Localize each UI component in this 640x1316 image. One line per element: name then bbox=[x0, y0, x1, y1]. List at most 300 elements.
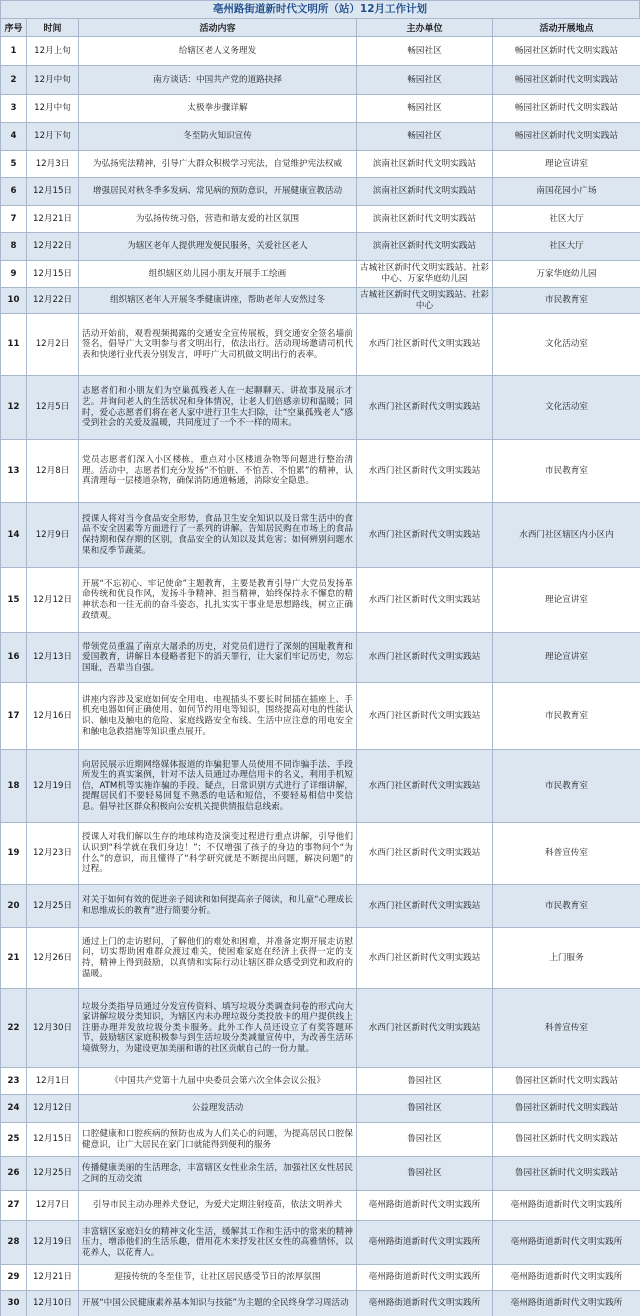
cell-organizer bbox=[357, 633, 493, 683]
cell-index-text: 4 bbox=[10, 131, 17, 142]
cell-location bbox=[493, 1068, 640, 1095]
cell-organizer-text: 滨南社区新时代文明实践站 bbox=[372, 241, 477, 252]
cell-location bbox=[493, 503, 640, 568]
cell-organizer bbox=[357, 885, 493, 928]
cell-location bbox=[493, 1221, 640, 1265]
cell-content bbox=[79, 206, 357, 233]
cell-organizer bbox=[357, 1095, 493, 1123]
cell-organizer bbox=[357, 314, 493, 376]
cell-index-text: 26 bbox=[7, 1168, 20, 1179]
cell-index bbox=[1, 95, 27, 123]
cell-index-text: 11 bbox=[7, 339, 20, 350]
cell-time bbox=[27, 314, 79, 376]
cell-organizer-text: 水西门社区新时代文明实践站 bbox=[368, 952, 481, 963]
cell-organizer-text: 鲁园社区 bbox=[407, 1168, 442, 1179]
table-row bbox=[1, 1191, 640, 1221]
cell-index-text: 24 bbox=[7, 1103, 20, 1114]
cell-content-text: 活动开始前，观看视频揭露的交通安全宣传展板，到交通安全签名墙前签名，倡导广大文明参与者文明出行，依法出行。活动现场邀请司机代表和快递行业代表分别发言，呼吁广大司机做文明出行的表率。 bbox=[82, 328, 353, 360]
cell-content bbox=[79, 1123, 357, 1157]
cell-location-text: 鲁园社区新时代文明实践站 bbox=[514, 1075, 619, 1086]
cell-content-text: 太极拳步骤详解 bbox=[187, 103, 248, 114]
table-row bbox=[1, 823, 640, 885]
cell-content-text: 组织辖区老年人开展冬季健康讲座，帮助老年人安然过冬 bbox=[110, 295, 325, 306]
cell-time-text: 12月12日 bbox=[32, 594, 73, 605]
table-row bbox=[1, 376, 640, 440]
cell-time bbox=[27, 503, 79, 568]
cell-index-text: 5 bbox=[10, 158, 17, 169]
cell-time-text: 12月21日 bbox=[32, 213, 73, 224]
cell-index-text: 27 bbox=[7, 1200, 20, 1211]
table-header-row bbox=[1, 19, 640, 37]
cell-index bbox=[1, 376, 27, 440]
cell-time-text: 12月10日 bbox=[32, 1298, 73, 1309]
cell-organizer bbox=[357, 1265, 493, 1291]
cell-index-text: 7 bbox=[10, 213, 17, 224]
cell-location bbox=[493, 1123, 640, 1157]
cell-content bbox=[79, 750, 357, 823]
cell-index bbox=[1, 178, 27, 206]
cell-index-text: 30 bbox=[7, 1298, 20, 1309]
cell-organizer bbox=[357, 568, 493, 633]
cell-time bbox=[27, 261, 79, 288]
cell-organizer bbox=[357, 750, 493, 823]
cell-content bbox=[79, 1291, 357, 1316]
cell-time-text: 12月9日 bbox=[35, 529, 70, 540]
cell-location-text: 社区大厅 bbox=[549, 241, 584, 252]
cell-organizer bbox=[357, 288, 493, 314]
header-content: 活动内容 bbox=[79, 19, 357, 37]
cell-content-text: 志愿者们和小朋友们为空巢孤残老人在一起聊聊天、讲故事及展示才艺。并询问老人的生活状况和身体情况，让老人们倍感亲切和温暖；同时，爱心志愿者们将在老人家中进行卫生大扫除，让“空巢孤残老人”感受到社会的关爱及温暖，共同度过了一个不一样的周末。 bbox=[82, 386, 353, 429]
cell-time-text: 12月19日 bbox=[32, 1237, 73, 1248]
table-row bbox=[1, 123, 640, 151]
cell-time bbox=[27, 376, 79, 440]
cell-time-text: 12月15日 bbox=[32, 268, 73, 279]
cell-time-text: 12月3日 bbox=[35, 158, 70, 169]
cell-index-text: 6 bbox=[10, 186, 17, 197]
cell-content-text: 讲座内容涉及家庭如何安全用电、电视插头不要长时间插在插座上、手机充电器如何正确使用、如何节约用电等知识，围绕提高对电的性能认识、触电及触电的危险、家庭线路安全布线、生活中应注意的用电安全和触电急救措施等知识重点展开。 bbox=[82, 694, 353, 737]
cell-location bbox=[493, 37, 640, 66]
cell-time-text: 12月中旬 bbox=[34, 74, 71, 85]
cell-organizer bbox=[357, 261, 493, 288]
cell-content-text: 迎接传统的冬至佳节，让社区居民感受节日的浓厚氛围 bbox=[114, 1272, 321, 1283]
cell-index-text: 3 bbox=[10, 103, 17, 114]
cell-organizer bbox=[357, 503, 493, 568]
cell-index bbox=[1, 151, 27, 178]
cell-time bbox=[27, 823, 79, 885]
cell-content-text: 给辖区老人义务理发 bbox=[178, 45, 257, 56]
cell-index-text: 20 bbox=[7, 900, 20, 911]
cell-time bbox=[27, 233, 79, 261]
cell-time bbox=[27, 95, 79, 123]
cell-organizer-text: 畅园社区 bbox=[407, 45, 442, 56]
cell-organizer bbox=[357, 1191, 493, 1221]
cell-organizer-text: 滨南社区新时代文明实践站 bbox=[372, 186, 477, 197]
cell-time bbox=[27, 1068, 79, 1095]
table-row bbox=[1, 928, 640, 989]
cell-location-text: 科普宣传室 bbox=[545, 1022, 588, 1033]
cell-index-text: 15 bbox=[7, 594, 20, 605]
cell-content bbox=[79, 66, 357, 95]
cell-index-text: 18 bbox=[7, 780, 20, 791]
cell-organizer-text: 水西门社区新时代文明实践站 bbox=[368, 900, 481, 911]
cell-content bbox=[79, 885, 357, 928]
cell-index bbox=[1, 1123, 27, 1157]
table-row bbox=[1, 151, 640, 178]
cell-location bbox=[493, 1095, 640, 1123]
cell-content-text: 带领党员重温了南京大屠杀的历史，对党员们进行了深刻的国耻教育和爱国教育，讲解日本侵略者犯下的滔天罪行，让大家们牢记历史，勿忘国耻，吾辈当自强。 bbox=[82, 641, 353, 673]
cell-time-text: 12月5日 bbox=[35, 402, 70, 413]
cell-content bbox=[79, 1095, 357, 1123]
cell-content bbox=[79, 928, 357, 989]
table-row bbox=[1, 568, 640, 633]
cell-organizer bbox=[357, 376, 493, 440]
cell-location bbox=[493, 1191, 640, 1221]
cell-content bbox=[79, 37, 357, 66]
cell-time-text: 12月中旬 bbox=[34, 103, 71, 114]
cell-time bbox=[27, 683, 79, 750]
cell-organizer bbox=[357, 683, 493, 750]
cell-location-text: 理论宣讲室 bbox=[545, 652, 588, 663]
cell-index bbox=[1, 1095, 27, 1123]
cell-index bbox=[1, 440, 27, 503]
cell-content-text: 垃圾分类指导员通过分发宣传资料、填写垃圾分类调查问卷的形式向大家讲解垃圾分类知识，为辖区内未办理垃圾分类投放卡的用户提供线上注册办理并发放垃圾分类卡服务。此外工作人员还设立了有奖答题环节，鼓励辖区家庭积极参与到生活垃圾分类减量宣传中，为改善生活环境做努力，为建设更加美丽和谐的社区贡献自己的一份力量。 bbox=[82, 1001, 353, 1054]
cell-organizer-text: 滨南社区新时代文明实践站 bbox=[372, 213, 477, 224]
cell-index bbox=[1, 1068, 27, 1095]
cell-location-text: 万家华庭幼儿园 bbox=[536, 268, 597, 279]
cell-index bbox=[1, 288, 27, 314]
cell-content-text: 引导市民主动办理养犬登记，为爱犬定期注射疫苗，依法文明养犬 bbox=[92, 1200, 343, 1211]
cell-content-text: 对关于如何有效的促进亲子阅读和如何提高亲子阅读，和儿童“心理成长和思维成长的教育”进行简要分析。 bbox=[82, 895, 353, 916]
cell-location-text: 市民教育室 bbox=[545, 295, 588, 306]
cell-location bbox=[493, 288, 640, 314]
cell-content bbox=[79, 1068, 357, 1095]
cell-location bbox=[493, 123, 640, 151]
table-row bbox=[1, 288, 640, 314]
header-location: 活动开展地点 bbox=[493, 19, 640, 37]
cell-location bbox=[493, 233, 640, 261]
cell-organizer bbox=[357, 1123, 493, 1157]
cell-location bbox=[493, 928, 640, 989]
cell-index bbox=[1, 206, 27, 233]
table-row bbox=[1, 885, 640, 928]
cell-location-text: 文化活动室 bbox=[545, 339, 588, 350]
cell-location bbox=[493, 989, 640, 1068]
table-row bbox=[1, 1265, 640, 1291]
cell-location bbox=[493, 885, 640, 928]
cell-content bbox=[79, 314, 357, 376]
cell-content-text: 为辖区老年人提供理发便民服务，关爱社区老人 bbox=[127, 241, 308, 252]
cell-content-text: 公益理发活动 bbox=[191, 1103, 244, 1114]
cell-location bbox=[493, 823, 640, 885]
cell-time-text: 12月26日 bbox=[32, 952, 73, 963]
cell-time-text: 12月上旬 bbox=[34, 45, 71, 56]
table-row bbox=[1, 503, 640, 568]
cell-time-text: 12月1日 bbox=[35, 1075, 70, 1086]
cell-time-text: 12月21日 bbox=[32, 1272, 73, 1283]
cell-index bbox=[1, 823, 27, 885]
cell-time bbox=[27, 989, 79, 1068]
cell-organizer-text: 水西门社区新时代文明实践站 bbox=[368, 848, 481, 859]
cell-index bbox=[1, 1221, 27, 1265]
cell-time bbox=[27, 750, 79, 823]
cell-location-text: 社区大厅 bbox=[549, 213, 584, 224]
cell-content-text: 为弘扬宪法精神，引导广大群众积极学习宪法，自觉维护宪法权威 bbox=[92, 158, 343, 169]
cell-index bbox=[1, 989, 27, 1068]
cell-organizer-text: 亳州路街道新时代文明实践所 bbox=[368, 1237, 481, 1248]
cell-time bbox=[27, 123, 79, 151]
cell-organizer-text: 滨南社区新时代文明实践站 bbox=[372, 158, 477, 169]
cell-time-text: 12月8日 bbox=[35, 465, 70, 476]
table-row bbox=[1, 37, 640, 66]
cell-index bbox=[1, 1291, 27, 1316]
cell-time-text: 12月25日 bbox=[32, 900, 73, 911]
cell-organizer bbox=[357, 37, 493, 66]
cell-organizer bbox=[357, 123, 493, 151]
table-row bbox=[1, 95, 640, 123]
cell-index-text: 29 bbox=[7, 1272, 20, 1283]
cell-location bbox=[493, 1157, 640, 1191]
cell-time-text: 12月15日 bbox=[32, 1134, 73, 1145]
cell-organizer-text: 水西门社区新时代文明实践站 bbox=[368, 465, 481, 476]
cell-organizer-text: 古城社区新时代文明实践站、社彩中心、万家华庭幼儿园 bbox=[360, 263, 489, 284]
cell-time-text: 12月7日 bbox=[35, 1200, 70, 1211]
cell-content bbox=[79, 1191, 357, 1221]
cell-content-text: 为弘扬传统习俗，营造和谐友爱的社区氛围 bbox=[135, 213, 300, 224]
cell-location-text: 科普宣传室 bbox=[545, 848, 588, 859]
cell-organizer-text: 水西门社区新时代文明实践站 bbox=[368, 402, 481, 413]
cell-content-text: 向居民展示近期网络媒体报道的诈骗犯罪人员使用不同诈骗手法、手段所发生的真实案例，针对不法人员通过办理信用卡的名义，利用手机短信，ATM机等实施诈骗的手段、疑点，日常识别方式进行了详细讲解，提醒居民们不要轻易回复不熟悉的电话和短信，不要轻易相信中奖信息。倡导社区群众积极向公安机关提供情报信息线索。 bbox=[82, 759, 353, 812]
table-row bbox=[1, 633, 640, 683]
cell-index-text: 8 bbox=[10, 241, 17, 252]
cell-content bbox=[79, 568, 357, 633]
table-body bbox=[1, 37, 640, 1316]
cell-organizer-text: 鲁园社区 bbox=[407, 1134, 442, 1145]
cell-time-text: 12月13日 bbox=[32, 652, 73, 663]
cell-index-text: 25 bbox=[7, 1134, 20, 1145]
cell-time bbox=[27, 1123, 79, 1157]
cell-content bbox=[79, 261, 357, 288]
cell-organizer bbox=[357, 66, 493, 95]
table-row bbox=[1, 233, 640, 261]
cell-time bbox=[27, 1157, 79, 1191]
cell-location bbox=[493, 95, 640, 123]
table-row bbox=[1, 1157, 640, 1191]
table-row bbox=[1, 1291, 640, 1316]
cell-content bbox=[79, 823, 357, 885]
table-row bbox=[1, 178, 640, 206]
cell-content bbox=[79, 123, 357, 151]
cell-index bbox=[1, 885, 27, 928]
cell-time bbox=[27, 1095, 79, 1123]
cell-index-text: 17 bbox=[7, 710, 20, 721]
cell-content-text: 冬至防火知识宣传 bbox=[183, 131, 252, 142]
cell-index-text: 12 bbox=[7, 402, 20, 413]
cell-organizer-text: 水西门社区新时代文明实践站 bbox=[368, 710, 481, 721]
cell-location-text: 理论宣讲室 bbox=[545, 158, 588, 169]
cell-location-text: 亳州路街道新时代文明实践所 bbox=[510, 1237, 623, 1248]
cell-location bbox=[493, 206, 640, 233]
cell-organizer-text: 水西门社区新时代文明实践站 bbox=[368, 594, 481, 605]
cell-content bbox=[79, 1265, 357, 1291]
cell-organizer bbox=[357, 989, 493, 1068]
cell-time bbox=[27, 206, 79, 233]
cell-content-text: 开展“中国公民健康素养基本知识与技能”为主题的全民终身学习周活动 bbox=[82, 1298, 349, 1309]
cell-location-text: 文化活动室 bbox=[545, 402, 588, 413]
cell-index-text: 13 bbox=[7, 465, 20, 476]
cell-index bbox=[1, 750, 27, 823]
table-row bbox=[1, 314, 640, 376]
cell-index bbox=[1, 314, 27, 376]
cell-index bbox=[1, 66, 27, 95]
cell-location bbox=[493, 633, 640, 683]
header-time: 时间 bbox=[27, 19, 79, 37]
cell-time bbox=[27, 633, 79, 683]
cell-location-text: 南国花园小广场 bbox=[536, 186, 597, 197]
cell-time-text: 12月22日 bbox=[32, 295, 73, 306]
cell-location-text: 畅园社区新时代文明实践站 bbox=[514, 131, 619, 142]
cell-location-text: 亳州路街道新时代文明实践所 bbox=[510, 1298, 623, 1309]
cell-time bbox=[27, 178, 79, 206]
cell-index-text: 21 bbox=[7, 952, 20, 963]
cell-index bbox=[1, 261, 27, 288]
cell-organizer bbox=[357, 95, 493, 123]
cell-time-text: 12月12日 bbox=[32, 1103, 73, 1114]
cell-organizer bbox=[357, 1068, 493, 1095]
cell-location-text: 畅园社区新时代文明实践站 bbox=[514, 74, 619, 85]
cell-index bbox=[1, 503, 27, 568]
cell-location-text: 鲁园社区新时代文明实践站 bbox=[514, 1168, 619, 1179]
table-row bbox=[1, 206, 640, 233]
cell-content bbox=[79, 233, 357, 261]
cell-organizer-text: 古城社区新时代文明实践站、社彩中心 bbox=[360, 289, 489, 311]
cell-content bbox=[79, 288, 357, 314]
cell-location-text: 畅园社区新时代文明实践站 bbox=[514, 103, 619, 114]
cell-index bbox=[1, 37, 27, 66]
cell-location-text: 理论宣讲室 bbox=[545, 594, 588, 605]
page-title: 亳州路街道新时代文明所（站）12月工作计划 bbox=[0, 0, 640, 18]
cell-location bbox=[493, 1265, 640, 1291]
cell-content bbox=[79, 151, 357, 178]
cell-index-text: 19 bbox=[7, 848, 20, 859]
table-row bbox=[1, 989, 640, 1068]
cell-content-text: 授课人将对当今食品安全形势，食品卫生安全知识以及日常生活中的食品不安全因素等方面进行了一系列的讲解。告知居民购在市场上的食品保持期和保存期的区别，食品安全的认知以及其危害；如何辨别问题水果和反季节蔬菜。 bbox=[82, 513, 353, 556]
cell-time-text: 12月25日 bbox=[32, 1168, 73, 1179]
cell-time bbox=[27, 1191, 79, 1221]
cell-content bbox=[79, 989, 357, 1068]
cell-organizer-text: 水西门社区新时代文明实践站 bbox=[368, 1022, 481, 1033]
cell-time-text: 12月22日 bbox=[32, 241, 73, 252]
cell-index bbox=[1, 233, 27, 261]
cell-time bbox=[27, 288, 79, 314]
cell-organizer-text: 水西门社区新时代文明实践站 bbox=[368, 529, 481, 540]
cell-content-text: 南方谈话：中国共产党的道路抉择 bbox=[153, 74, 282, 85]
cell-time bbox=[27, 1221, 79, 1265]
cell-index bbox=[1, 568, 27, 633]
cell-time bbox=[27, 568, 79, 633]
cell-index bbox=[1, 1265, 27, 1291]
table-row bbox=[1, 261, 640, 288]
table-row bbox=[1, 1068, 640, 1095]
cell-time bbox=[27, 66, 79, 95]
table-row bbox=[1, 66, 640, 95]
cell-location bbox=[493, 314, 640, 376]
cell-content-text: 增强居民对秋冬季多发病、常见病的预防意识，开展健康宣教活动 bbox=[92, 186, 343, 197]
cell-location-text: 市民教育室 bbox=[545, 710, 588, 721]
cell-time-text: 12月下旬 bbox=[34, 131, 71, 142]
cell-organizer-text: 畅园社区 bbox=[407, 131, 442, 142]
cell-time-text: 12月16日 bbox=[32, 710, 73, 721]
cell-time-text: 12月30日 bbox=[32, 1022, 73, 1033]
cell-organizer bbox=[357, 1221, 493, 1265]
cell-organizer-text: 鲁园社区 bbox=[407, 1075, 442, 1086]
table-row bbox=[1, 1095, 640, 1123]
cell-location bbox=[493, 568, 640, 633]
cell-content bbox=[79, 95, 357, 123]
cell-index bbox=[1, 633, 27, 683]
cell-index-text: 23 bbox=[7, 1075, 20, 1086]
cell-location-text: 亳州路街道新时代文明实践所 bbox=[510, 1272, 623, 1283]
cell-content bbox=[79, 178, 357, 206]
cell-organizer-text: 亳州路街道新时代文明实践所 bbox=[368, 1200, 481, 1211]
cell-content-text: 通过上门的走访慰问，了解他们的难处和困难，并准备定期开展走访慰问，切实帮助困难群众渡过难关，使困难家庭在经济上获得一定的支持，精神上得到鼓励，以真情和实际行动让辖区群众感受到党和政府的温暖。 bbox=[82, 936, 353, 979]
cell-content bbox=[79, 376, 357, 440]
table-row bbox=[1, 1221, 640, 1265]
cell-time bbox=[27, 37, 79, 66]
cell-content bbox=[79, 1221, 357, 1265]
cell-content-text: 组织辖区幼儿园小朋友开展手工绘画 bbox=[148, 268, 287, 279]
table-row bbox=[1, 440, 640, 503]
cell-organizer bbox=[357, 178, 493, 206]
cell-location bbox=[493, 151, 640, 178]
cell-location-text: 市民教育室 bbox=[545, 780, 588, 791]
cell-organizer-text: 鲁园社区 bbox=[407, 1103, 442, 1114]
cell-organizer-text: 亳州路街道新时代文明实践所 bbox=[368, 1298, 481, 1309]
table-row bbox=[1, 750, 640, 823]
cell-index-text: 10 bbox=[7, 295, 20, 306]
cell-time bbox=[27, 151, 79, 178]
cell-location bbox=[493, 66, 640, 95]
cell-location bbox=[493, 683, 640, 750]
cell-index-text: 28 bbox=[7, 1237, 20, 1248]
table-row bbox=[1, 1123, 640, 1157]
cell-index-text: 9 bbox=[10, 268, 17, 279]
cell-organizer-text: 水西门社区新时代文明实践站 bbox=[368, 652, 481, 663]
table-row bbox=[1, 683, 640, 750]
cell-index bbox=[1, 683, 27, 750]
cell-location-text: 鲁园社区新时代文明实践站 bbox=[514, 1134, 619, 1145]
cell-content bbox=[79, 1157, 357, 1191]
cell-index-text: 22 bbox=[7, 1022, 20, 1033]
cell-location-text: 上门服务 bbox=[549, 952, 584, 963]
cell-index-text: 2 bbox=[10, 74, 17, 85]
cell-organizer-text: 水西门社区新时代文明实践站 bbox=[368, 780, 481, 791]
header-index: 序号 bbox=[1, 19, 27, 37]
cell-content bbox=[79, 683, 357, 750]
cell-content bbox=[79, 503, 357, 568]
cell-location-text: 市民教育室 bbox=[545, 465, 588, 476]
cell-index bbox=[1, 1191, 27, 1221]
cell-location bbox=[493, 750, 640, 823]
cell-content-text: 《中国共产党第十九届中央委员会第六次全体会议公报》 bbox=[110, 1075, 325, 1086]
cell-organizer-text: 亳州路街道新时代文明实践所 bbox=[368, 1272, 481, 1283]
cell-time bbox=[27, 885, 79, 928]
cell-content-text: 开展“不忘初心、牢记使命”主题教育，主要是教育引导广大党员发扬革命传统和优良作风，发扬斗争精神、担当精神，始终保持永不懈怠的精神状态和一往无前的奋斗姿态，扎扎实实干事业是思想路线，树立正确政绩观。 bbox=[82, 578, 353, 621]
cell-organizer bbox=[357, 151, 493, 178]
cell-index bbox=[1, 928, 27, 989]
cell-content-text: 授课人对我们解以生存的地球构造及演变过程进行重点讲解，引导他们认识到“科学就在我们身边！”；不仅增强了孩子的身边的事物问个“为什么”的意识，而且懂得了“科学研究就是不断提出问题，解决问题”的过程。 bbox=[82, 832, 353, 875]
cell-organizer bbox=[357, 206, 493, 233]
cell-location-text: 亳州路街道新时代文明实践所 bbox=[510, 1200, 623, 1211]
